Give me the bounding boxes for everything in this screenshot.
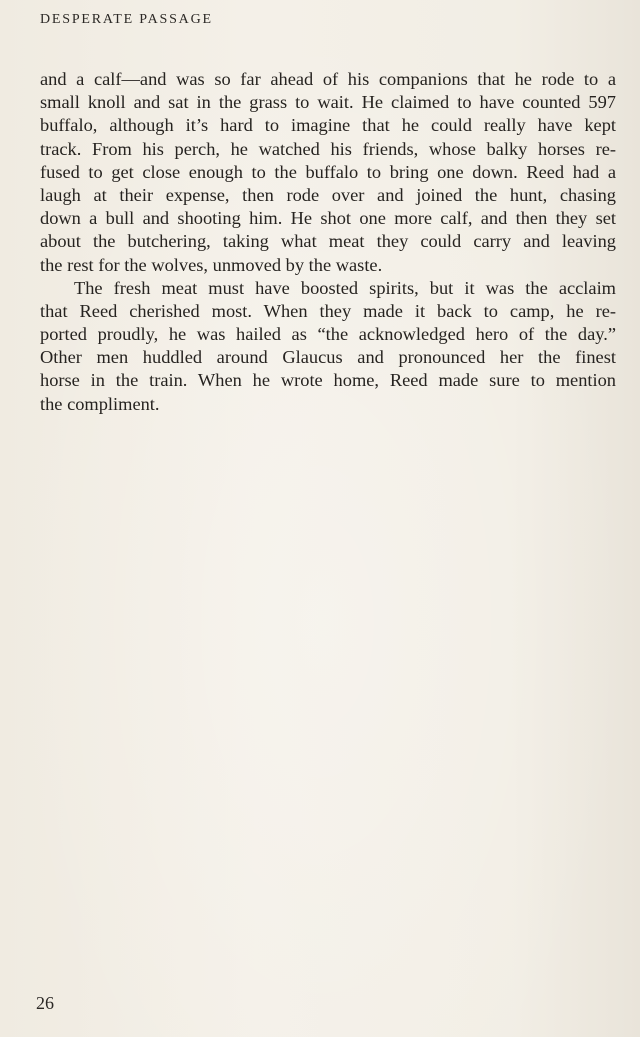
text-line: horse in the train. When he wrote home, Reed made sure to mention xyxy=(40,370,616,391)
page-number: 26 xyxy=(36,993,54,1013)
text-line: the rest for the wolves, unmoved by the waste. xyxy=(40,254,383,275)
text-line: the compliment. xyxy=(40,393,160,414)
text-line: track. From his perch, he watched his friends, whose balky horses re- xyxy=(40,138,616,159)
text-line: down a bull and shooting him. He shot one more calf, and then they set xyxy=(40,208,616,229)
text-line: small knoll and sat in the grass to wait. He claimed to have counted 597 xyxy=(40,92,616,113)
text-line: that Reed cherished most. When they made it back to camp, he re- xyxy=(40,300,616,321)
text-line: about the butchering, taking what meat they could carry and leaving xyxy=(40,231,616,252)
text-line: laugh at their expense, then rode over and joined the hunt, chasing xyxy=(40,184,616,205)
text-line: buffalo, although it’s hard to imagine that he could really have kept xyxy=(40,115,616,136)
body-text xyxy=(40,68,616,416)
text-line: and a calf—and was so far ahead of his companions that he rode to a xyxy=(40,69,616,89)
text-line: The fresh meat must have boosted spirits, but it was the acclaim xyxy=(74,277,616,298)
text-line: fused to get close enough to the buffalo to bring one down. Reed had a xyxy=(40,161,616,182)
running-head: DESPERATE PASSAGE xyxy=(40,12,213,27)
text-line: ported proudly, he was hailed as “the acknowledged hero of the day.” xyxy=(40,324,616,345)
text-line: Other men huddled around Glaucus and pronounced her the finest xyxy=(40,347,616,368)
